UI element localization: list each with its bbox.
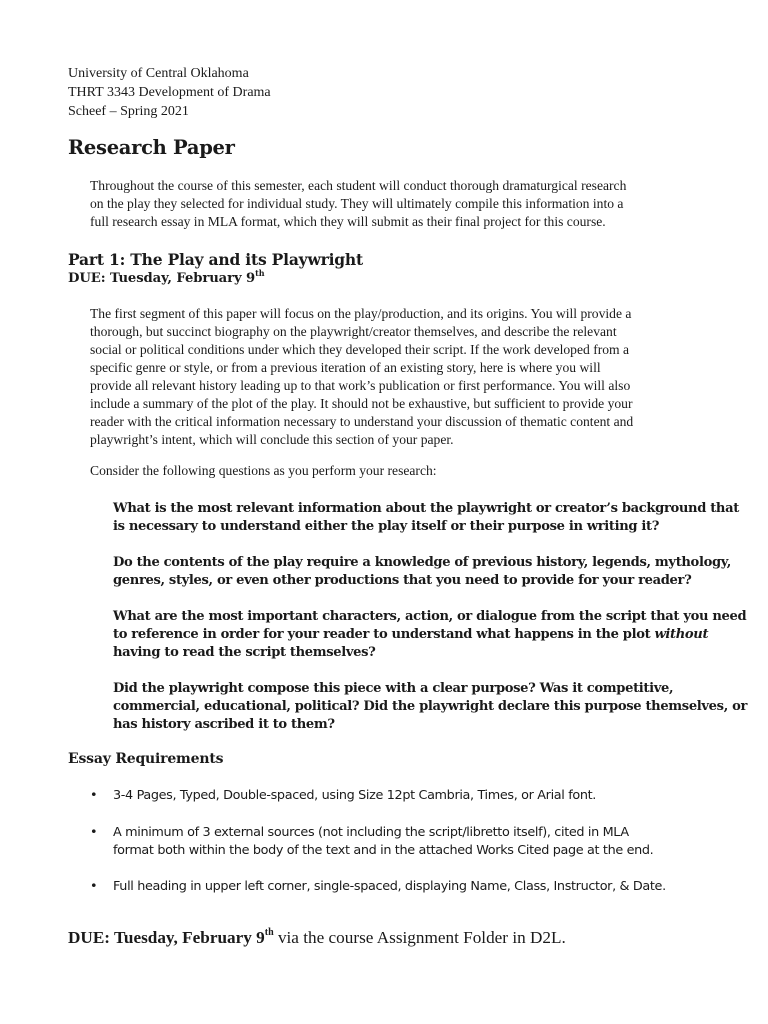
part1-body-paragraph [90, 305, 730, 449]
bullet-marker: • [90, 825, 98, 840]
research-question [113, 554, 733, 590]
final-due-label: DUE: Tuesday, February 9 [68, 928, 265, 947]
page-title: Research Paper [68, 136, 235, 159]
part1-heading: Part 1: The Play and its Playwright [68, 250, 363, 269]
question-emphasis: without [654, 627, 709, 642]
part1-due-date [68, 268, 265, 286]
consider-prompt: Consider the following questions as you perform your research: [90, 463, 437, 478]
body-line: provide all relevant history leading up to that work’s publication or first performance. You will also [90, 378, 631, 393]
requirement-line: format both within the body of the text and in the attached Works Cited page at the end. [113, 843, 654, 858]
intro-line: full research essay in MLA format, which they will submit as their final project for this course. [90, 214, 606, 229]
bullet-marker: • [90, 788, 98, 803]
question-line [113, 626, 733, 644]
research-question [113, 680, 748, 734]
intro-line: on the play they selected for individual study. They will ultimately compile this information into a [90, 196, 624, 211]
essay-requirements-heading: Essay Requirements [68, 751, 224, 767]
intro-paragraph [90, 177, 710, 231]
body-line: specific genre or style, or from a previous iteration of an existing story, here is where you will [90, 360, 601, 375]
question-line: What is the most relevant information about the playwright or creator’s background that [113, 501, 739, 516]
final-due-rest: via the course Assignment Folder in D2L. [273, 928, 566, 947]
due-label: DUE: Tuesday, February 9 [68, 271, 256, 286]
research-question [113, 500, 739, 536]
body-line: playwright’s intent, which will conclude this section of your paper. [90, 432, 454, 447]
question-line: commercial, educational, political? Did the playwright declare this purpose themselves, or [113, 699, 748, 714]
question-line: has history ascribed it to them? [113, 717, 335, 732]
question-line: is necessary to understand either the play itself or their purpose in writing it? [113, 519, 660, 534]
instructor-term: Scheef – Spring 2021 [68, 104, 189, 119]
requirement-line: A minimum of 3 external sources (not including the script/libretto itself), cited in MLA [113, 825, 629, 840]
due-ordinal: th [255, 268, 265, 278]
body-line: social or political conditions under which they developed their script. If the work developed from a [90, 342, 630, 357]
question-line: What are the most important characters, action, or dialogue from the script that you need [113, 609, 747, 624]
intro-line: Throughout the course of this semester, each student will conduct thorough dramaturgical research [90, 178, 627, 193]
question-text: to reference in order for your reader to understand what happens in the plot [113, 627, 655, 642]
question-line: Did the playwright compose this piece with a clear purpose? Was it competitive, [113, 681, 674, 696]
requirement-line: 3-4 Pages, Typed, Double-spaced, using Size 12pt Cambria, Times, or Arial font. [113, 788, 596, 803]
requirement-line: Full heading in upper left corner, single-spaced, displaying Name, Class, Instructor, & Date. [113, 879, 666, 894]
final-due-ordinal: th [264, 927, 274, 938]
course-name: THRT 3343 Development of Drama [68, 85, 271, 100]
body-line: reader with the critical information necessary to understand your discussion of thematic content and [90, 414, 634, 429]
bullet-marker: • [90, 879, 98, 894]
research-question [113, 608, 747, 662]
document-header [68, 64, 271, 121]
body-line: The first segment of this paper will focus on the play/production, and its origins. You will provide a [90, 306, 632, 321]
question-line: Do the contents of the play require a knowledge of previous history, legends, mythology, [113, 555, 731, 570]
university-name: University of Central Oklahoma [68, 66, 249, 81]
question-line: having to read the script themselves? [113, 645, 376, 660]
final-due-statement [68, 928, 566, 948]
body-line: thorough, but succinct biography on the playwright/creator themselves, and describe the relevant [90, 324, 617, 339]
body-line: include a summary of the plot of the play. It should not be exhaustive, but sufficient to provide your [90, 396, 633, 411]
question-line: genres, styles, or even other productions that you need to provide for your reader? [113, 573, 692, 588]
